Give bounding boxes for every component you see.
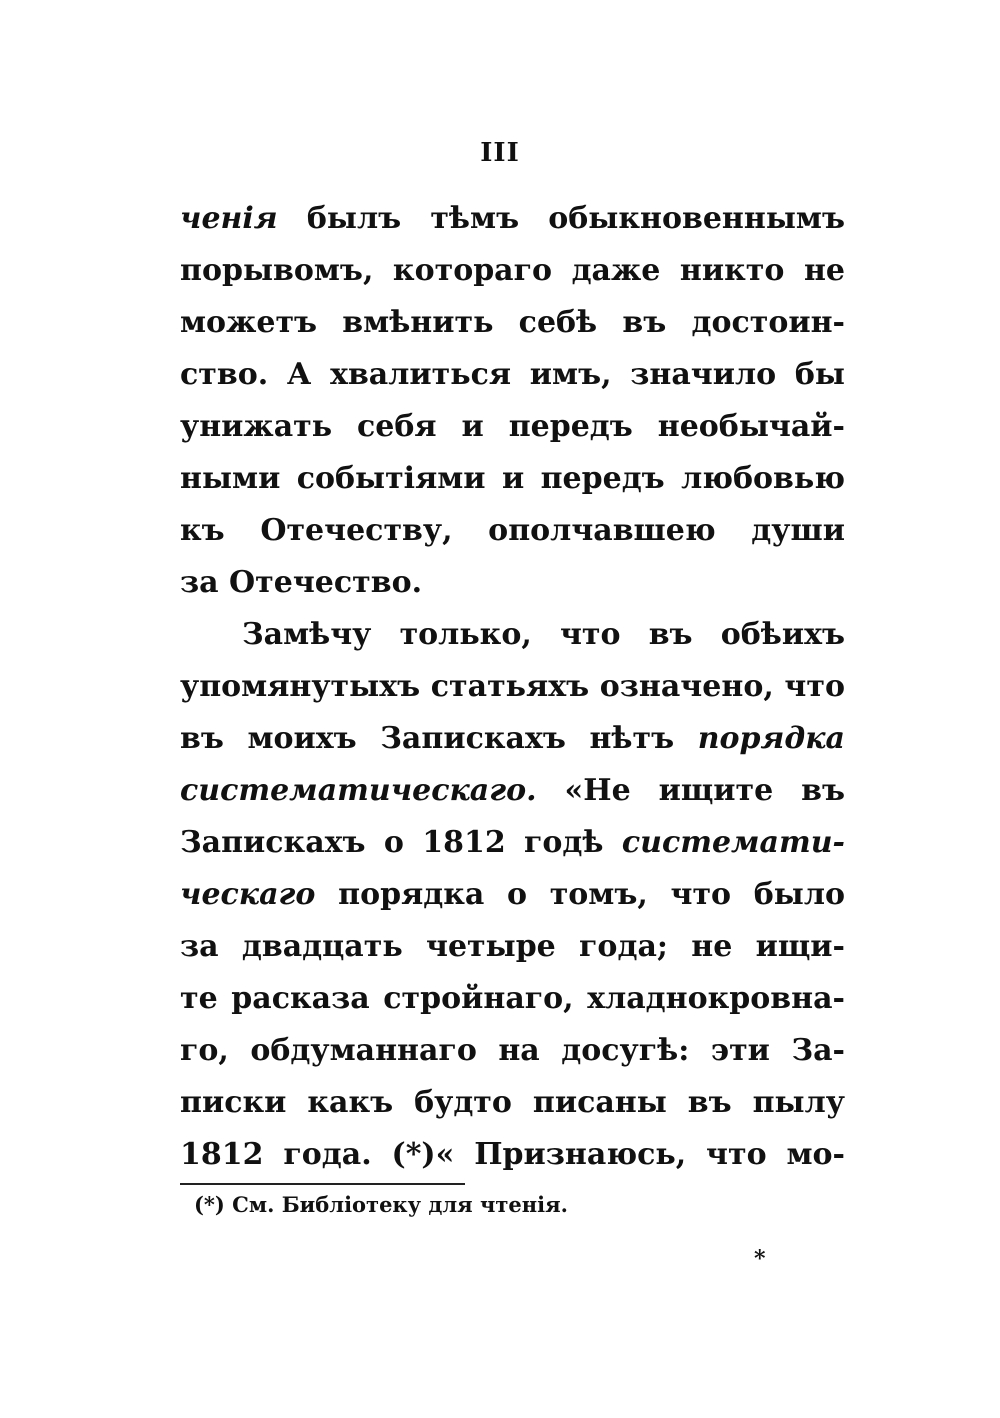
text-line (180, 245, 845, 297)
footnote-divider (180, 1183, 465, 1185)
italic-segment: системати- (621, 825, 845, 860)
text-line (180, 193, 845, 245)
text-line (180, 401, 845, 453)
text-line (180, 661, 845, 713)
text-segment: унижать себя и передъ необычай- (180, 409, 845, 444)
italic-segment: ческаго (180, 877, 316, 912)
text-segment: къ Отечеству, ополчавшею души (180, 513, 845, 548)
text-segment: былъ тѣмъ обыкновеннымъ (277, 201, 845, 236)
text-line (180, 453, 845, 505)
text-segment: въ моихъ Запискахъ нѣтъ (180, 721, 698, 756)
text-line (180, 1025, 845, 1077)
text-line (180, 505, 845, 557)
text-line (180, 817, 845, 869)
text-segment: писки какъ будто писаны въ пылу (180, 1085, 845, 1120)
text-line (180, 297, 845, 349)
text-segment: Запискахъ о 1812 годѣ (180, 825, 622, 860)
italic-segment: систематическаго. (180, 773, 537, 808)
text-line (180, 557, 845, 609)
italic-segment: порядка (697, 721, 845, 756)
text-segment: порывомъ, котораго даже никто не (180, 253, 845, 288)
page-number: III (480, 138, 520, 168)
text-segment: го, обдуманнаго на досугѣ: эти За- (180, 1033, 845, 1068)
text-segment: упомянутыхъ статьяхъ означено, что (180, 669, 845, 704)
text-segment: Замѣчу только, что въ обѣихъ (242, 617, 845, 652)
text-line (180, 765, 845, 817)
text-segment: 1812 года. (*)« Признаюсь, что мо- (180, 1137, 845, 1172)
text-line (180, 609, 845, 661)
text-line (180, 869, 845, 921)
text-segment: те расказа стройнаго, хладнокровна- (180, 981, 845, 1016)
text-segment: «Не ищите въ (536, 773, 845, 808)
text-line (180, 713, 845, 765)
text-line (180, 349, 845, 401)
text-line (180, 1129, 845, 1181)
text-line (180, 921, 845, 973)
text-segment: можетъ вмѣнить себѣ въ достоин- (180, 305, 845, 340)
footnote: (*) См. Библіотеку для чтенія. (194, 1192, 568, 1217)
text-segment: за двадцать четыре года; не ищи- (180, 929, 845, 964)
text-segment: порядка о томъ, что было (315, 877, 845, 912)
text-segment: ными событіями и передъ любовью (180, 461, 845, 496)
body-text (180, 193, 845, 1181)
text-segment: за Отечество. (180, 565, 423, 600)
signature-mark: * (754, 1246, 766, 1272)
text-line (180, 973, 845, 1025)
text-line (180, 1077, 845, 1129)
italic-segment: ченія (180, 201, 278, 236)
text-segment: ство. А хвалиться имъ, значило бы (180, 357, 845, 392)
